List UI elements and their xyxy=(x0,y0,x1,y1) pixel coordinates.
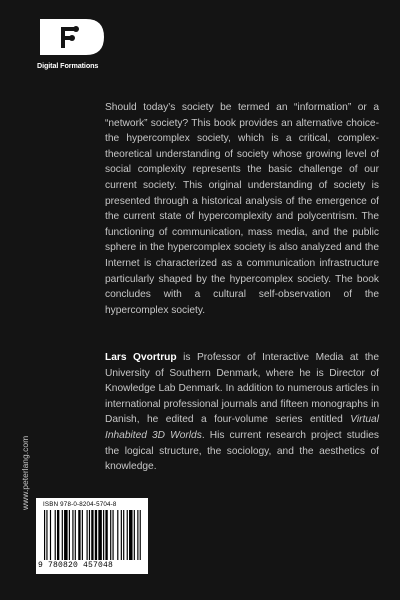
barcode-bars xyxy=(44,510,142,560)
author-name: Lars Qvortrup xyxy=(105,352,177,363)
isbn-barcode xyxy=(36,498,148,574)
barcode-digits: 9 780820 457048 xyxy=(38,561,114,570)
series-name: Digital Formations xyxy=(37,61,99,70)
author-bio xyxy=(105,350,379,475)
isbn-label: ISBN 978-0-8204-5704-8 xyxy=(43,501,117,508)
digital-formations-logo xyxy=(40,19,104,55)
book-description: Should today’s society be termed an “information” or a “network” society? This book provides an alternative choice-the hypercomplex society, which is a critical, complex-theoretical understanding of society whose growing level of social complexity represents the basic challenge of our current society. This original understanding of society is presented through a historical analysis of the emergence of the current state of hypercomplexity and polycentrism. The functioning of communication, mass media, and the public sphere in the hypercomplex society is also analyzed and the Internet is characterized as a communication infrastructure particularly shaped by the hypercomplex society. The book concludes with a cultural self-observation of the hypercomplex society. xyxy=(105,102,379,316)
series-title: Virtual Inhabited 3D Worlds xyxy=(105,414,379,441)
publisher-url: www.peterlang.com xyxy=(20,435,30,510)
logo-mark-icon xyxy=(40,19,104,55)
bio-text-2: . His current research project studies the logical structure, the sociology, and the aesthetics of knowledge. xyxy=(105,429,379,473)
bio-text-1: is Professor of Interactive Media at the University of Southern Denmark, where he is Director of Knowledge Lab Denmark. In addition to numerous articles in international professional journals and fifteen monographs in Danish, he edited a four-volume series entitled xyxy=(105,352,379,426)
